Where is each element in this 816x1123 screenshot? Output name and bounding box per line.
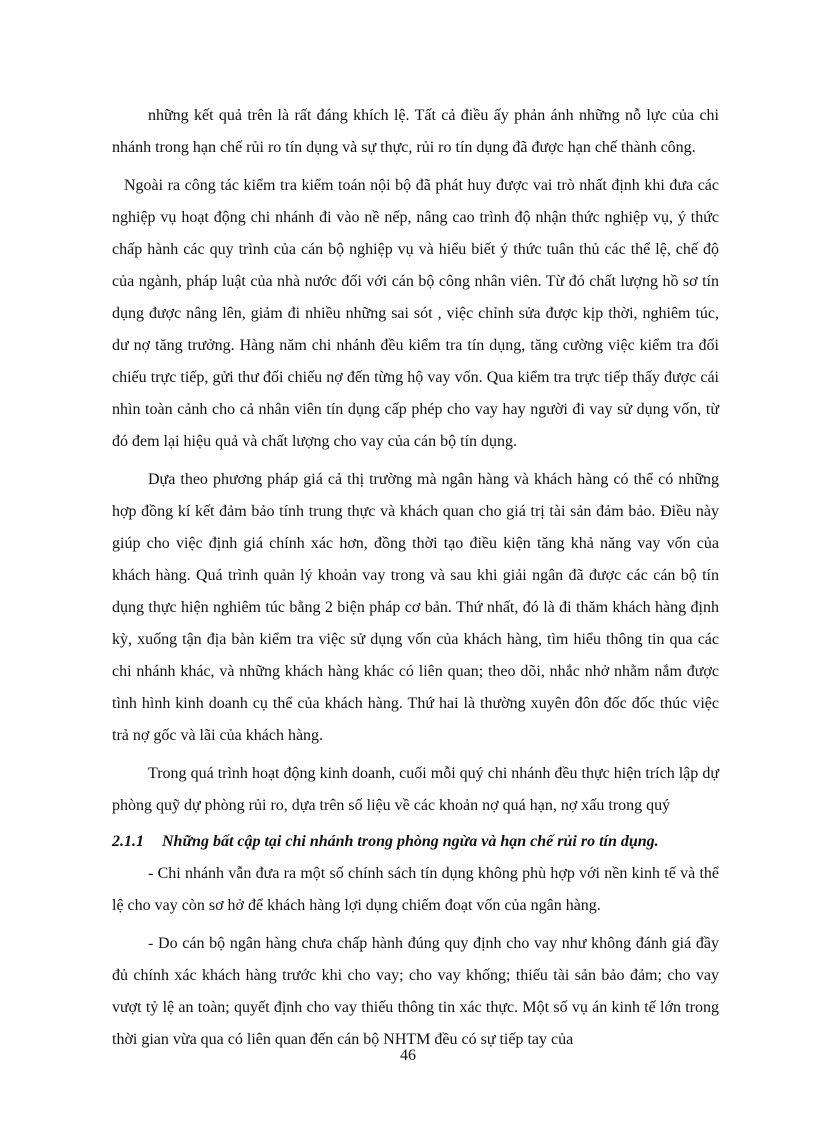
page-number: 46 bbox=[400, 1047, 416, 1064]
section-heading bbox=[112, 826, 719, 858]
paragraph-internal-audit: Ngoài ra công tác kiểm tra kiểm toán nội bộ đã phát huy được vai trò nhất định khi đưa các nghiệp vụ hoạt động chi nhánh đi vào nề nếp, nâng cao trình độ nhận thức nghiệp vụ, ý thức chấp hành các quy trình của cán bộ nghiệp vụ và hiểu biết ý thức tuân thủ các thể lệ, chế độ của ngành, pháp luật của nhà nước đối với cán bộ công nhân viên. Từ đó chất lượng hồ sơ tín dụng được nâng lên, giảm đi nhiều những sai sót , việc chỉnh sửa được kịp thời, nghiêm túc, dư nợ tăng trưởng. Hàng năm chi nhánh đều kiểm tra tín dụng, tăng cường việc kiểm tra đối chiếu trực tiếp, gửi thư đối chiếu nợ đến từng hộ vay vốn. Qua kiểm tra trực tiếp thấy được cái nhìn toàn cảnh cho cả nhân viên tín dụng cấp phép cho vay hay người đi vay sử dụng vốn, từ đó đem lại hiệu quả và chất lượng cho vay của cán bộ tín dụng. bbox=[112, 177, 719, 450]
bullet-credit-policy: - Chi nhánh vẫn đưa ra một số chính sách tín dụng không phù hợp với nền kinh tế và thể lệ cho vay còn sơ hở để khách hàng lợi dụng chiếm đoạt vốn của ngân hàng. bbox=[112, 865, 719, 914]
paragraph-provisioning: Trong quá trình hoạt động kinh doanh, cuối mỗi quý chi nhánh đều thực hiện trích lập dự phòng quỹ dự phòng rủi ro, dựa trên số liệu về các khoản nợ quá hạn, nợ xấu trong quý bbox=[112, 765, 719, 814]
section-number: 2.1.1 bbox=[112, 833, 144, 850]
bullet-staff-compliance: - Do cán bộ ngân hàng chưa chấp hành đúng quy định cho vay như không đánh giá đầy đủ chính xác khách hàng trước khi cho vay; cho vay khống; thiếu tài sản bảo đảm; cho vay vượt tỷ lệ an toàn; quyết định cho vay thiếu thông tin xác thực. Một số vụ án kinh tế lớn trong thời gian vừa qua có liên quan đến cán bộ NHTM đều có sự tiếp tay của bbox=[112, 935, 719, 1048]
section-title: Những bất cập tại chi nhánh trong phòng ngừa và hạn chế rủi ro tín dụng. bbox=[162, 833, 659, 850]
paragraph-results: những kết quả trên là rất đáng khích lệ. Tất cả điều ấy phản ánh những nỗ lực của chi nhánh trong hạn chế rủi ro tín dụng và sự thực, rủi ro tín dụng đã được hạn chế thành công. bbox=[112, 107, 719, 156]
paragraph-market-pricing: Dựa theo phương pháp giá cả thị trường mà ngân hàng và khách hàng có thể có những hợp đồng kí kết đảm bảo tính trung thực và khách quan cho giá trị tài sản đảm bảo. Điều này giúp cho việc định giá chính xác hơn, đồng thời tạo điều kiện tăng khả năng vay vốn của khách hàng. Quá trình quản lý khoản vay trong và sau khi giải ngân đã được các cán bộ tín dụng thực hiện nghiêm túc bằng 2 biện pháp cơ bản. Thứ nhất, đó là đi thăm khách hàng định kỳ, xuống tận địa bàn kiểm tra việc sử dụng vốn của khách hàng, tìm hiểu thông tin qua các chi nhánh khác, và những khách hàng khác có liên quan; theo dõi, nhắc nhở nhằm nắm được tình hình kinh doanh cụ thể của khách hàng. Thứ hai là thường xuyên đôn đốc đốc thúc việc trả nợ gốc và lãi của khách hàng. bbox=[112, 471, 719, 744]
document-page bbox=[112, 100, 719, 1056]
